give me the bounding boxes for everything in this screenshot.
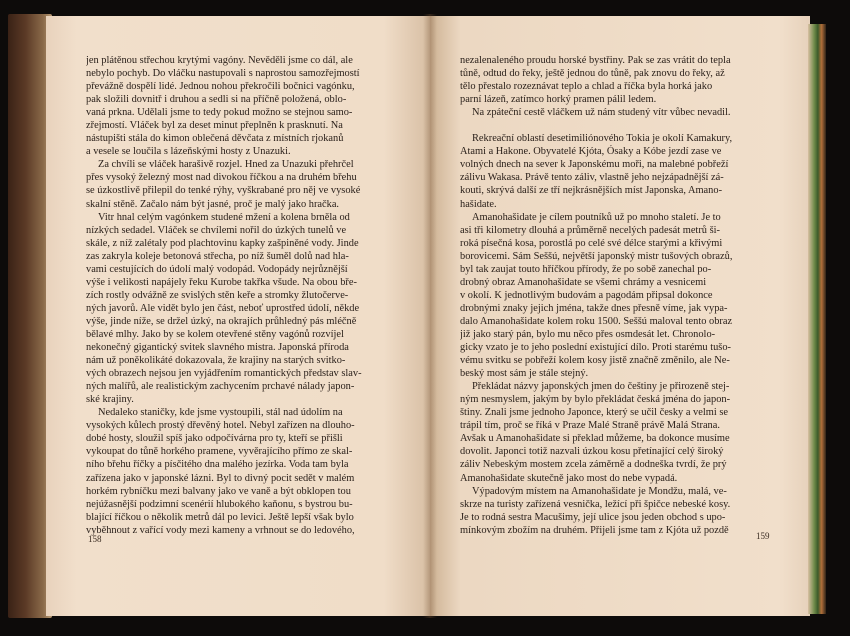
right-page-number: 159 xyxy=(756,531,770,541)
text-line: volných dnech na sever k Japonskému moři, na malebné pobřeží xyxy=(460,159,729,171)
left-page xyxy=(46,16,430,616)
text-line: již jako starý pán, bylo mu něco přes osmdesát let. Chronolo- xyxy=(460,328,716,340)
text-line: kouti, skrývá další ze tří nejkrásnějších míst Japonska, Amano- xyxy=(460,185,723,197)
text-line: Za chvíli se vláček harašivě rozjel. Hned za Unazuki přehrčel xyxy=(98,159,354,171)
text-line: Vitr hnal celým vagónkem studené mžení a kolena brněla od xyxy=(98,211,350,223)
text-line: dalo Amanohašidate kolem roku 1500. Seššú maloval tento obraz xyxy=(460,315,733,327)
text-line: skrze na turisty zařízená vesnička, ležící při špičce nebeské kosy. xyxy=(460,498,731,510)
text-line: dovolit. Japonci totiž nazvali úzkou kosu přetínající celý široký xyxy=(460,446,724,458)
text-line: Amanohašidate skutečně jako most do nebe vypadá. xyxy=(460,472,678,484)
text-line: nekonečný gigantický svitek slavného mistra. Japonská příroda xyxy=(86,342,349,354)
text-line: nízkých sedadel. Vláček se chvílemi nořil do úzkých tunelů ve xyxy=(86,224,347,236)
text-line: zálivu Wakasa. Právě tento záliv, vlastně jeho nejzápadnější zá- xyxy=(460,172,724,184)
text-line: výše, jinde níže, se držel úzký, na okrajích průhledný pás mléčně xyxy=(86,315,357,327)
text-line: dobé hosty, sloužil spíš jako odpočívárna pro ty, kteří se přišli xyxy=(86,433,343,445)
text-line: bělavé mlhy. Jako by se kolem otevřené stěny vagónů rozvíjel xyxy=(86,328,344,340)
text-line: zřejmostí. Vláček byl za deset minut přeplněn k prasknutí. Na xyxy=(86,120,343,132)
text-line: štiny. Znali jsme jednoho Japonce, který se učil česky a velmi se xyxy=(460,407,728,419)
text-line: vami cestujících do údolí malý vodopád. Vodopády nejrůznější xyxy=(86,263,348,275)
text-line: zas zakryla koleje betonová střecha, po níž šuměl dolů nad hla- xyxy=(86,250,349,262)
text-line: nástupišti stála do kimon oblečená děvčata z místních rjokanů xyxy=(86,133,344,145)
text-line: přes vysoký železný most nad divokou říčkou a na druhém břehu xyxy=(86,172,357,184)
text-line: trápil tím, proč se říká v Praze Malé Straně právě Malá Strana. xyxy=(460,420,720,432)
text-line: ního břehu říčky a písčitého dna malého jezírka. Voda tam byla xyxy=(86,459,349,471)
text-line: vykoupat do tůně horkého pramene, vyvěrajícího přímo ze skal- xyxy=(86,446,353,458)
text-line: záliv Nebeským mostem zcela záměrně a dodneška tvrdí, že prý xyxy=(460,459,727,471)
text-line: ným nesmyslem, jakým by bylo překládat česká jména do japon- xyxy=(460,394,731,406)
text-line: vaná prkna. Udělali jsme to tedy pokud možno se stejnou samo- xyxy=(86,107,353,119)
text-line: drobný obraz Amanohašidate se všemi chrámy a vesnicemi xyxy=(460,276,707,288)
book-gutter xyxy=(423,14,437,618)
text-line: ných malířů, ale realistickým zachycením prchavé nálady japon- xyxy=(86,381,355,393)
text-line: tělo přestalo rozeznávat teplo a chlad a říčka byla horká jako xyxy=(460,81,713,93)
text-line: nezalenaleného proudu horské bystřiny. Pak se zas vrátit do tepla xyxy=(460,55,731,66)
text-line: Je to rodná sestra Macušimy, její ulice jsou jeden obchod s upo- xyxy=(460,511,726,523)
text-line: skále, z níž zalétaly pod plachtovinu kapky zašpiněné vody. Jinde xyxy=(86,237,359,249)
text-line: zích rostly odvážně ze svislých stěn keře a stromky žlutočerve- xyxy=(86,289,349,301)
text-line: beský most sám je stále stejný. xyxy=(460,368,589,380)
left-page-number: 158 xyxy=(88,534,102,544)
text-line: Překládat názvy japonských jmen do češtiny je přirozeně stej- xyxy=(472,381,730,393)
text-line: ných javorů. Ale vidět bylo jen část, neboť uprostřed údolí, někde xyxy=(86,302,360,314)
text-line: v okolí. K jednotlivým budovám a pagodám připsal dokonce xyxy=(460,289,713,301)
text-line: vých obrazech nejsou jen vyjádřením romantických představ slav- xyxy=(86,368,362,380)
text-line: nejúžasnější podzimní scenérií hlubokého kaňonu, s bystrou bu- xyxy=(86,498,353,510)
text-line: drobnými znaky jejich jména, takže dnes přesně víme, jak vypa- xyxy=(460,302,728,314)
text-line: hašidate. xyxy=(460,198,497,210)
text-line: nebylo pochyb. Do vláčku nastupovali s naprostou samozřejmostí xyxy=(86,68,360,80)
text-line: Rekreační oblastí desetimiliónového Tokia je okolí Kamakury, xyxy=(472,133,733,145)
text-line: ské krajiny. xyxy=(86,394,134,406)
text-line: a vesele se loučila s lázeňskými hosty z Unazuki. xyxy=(86,146,291,158)
text-line: skalní stěně. Začalo nám být jasné, proč je malý jako hračka. xyxy=(86,198,340,210)
text-line: byl tak zaujat touto hříčkou přírody, že po sobě zanechal po- xyxy=(460,263,712,275)
text-line: zařízena jako v japonské lázni. Byl to divný pocit sedět v malém xyxy=(86,472,355,484)
text-line: mínkovým zbožím na druhém. Přijeli jsme tam z Kjóta už pozdě xyxy=(460,524,729,536)
text-line xyxy=(460,119,782,132)
right-page xyxy=(430,16,810,616)
text-line: pak složili dovnitř i druhou a sedli si na příčně položená, oblo- xyxy=(86,94,347,106)
text-line: borovicemi. Sám Seššú, největší japonský mistr tušových obrazů, xyxy=(460,250,733,262)
text-line: jen plátěnou střechou krytými vagóny. Nevěděli jsme co dál, ale xyxy=(86,55,353,66)
text-line: Na zpáteční cestě vláčkem už nám studený vítr vůbec nevadil. xyxy=(472,107,731,119)
text-line: vyběhnout z vařící vody mezi kameny a vrhnout se do ledového, xyxy=(86,524,355,536)
left-page-text xyxy=(86,54,408,537)
text-line: horkém rybníčku mezi balvany jako ve vaně a být obklopen tou xyxy=(86,485,351,497)
text-line: se úzkostlivě přilepil do tenké rýhy, vyškrabané pro něj ve vysoké xyxy=(86,185,361,197)
text-line: nám už poněkolikáté dokazovala, že krajiny na starých svitko- xyxy=(86,355,346,367)
text-line: výše i velikosti napájely řeku Kurobe takřka všude. Na obou bře- xyxy=(86,276,357,288)
book-edge-right xyxy=(808,24,826,614)
text-line: blající říčkou o několik metrů dál po levici. Ještě lepší však bylo xyxy=(86,511,354,523)
right-page-text xyxy=(460,54,782,537)
text-line: gicky vzato je to jeho poslední existující dílo. Proti starému tušo- xyxy=(460,342,731,354)
text-line: převážně dospělí lidé. Jednou nohou překročili bočnici vagónku, xyxy=(86,81,355,93)
text-line: tůně, odtud do řeky, ještě jednou do tůně, pak znovu do řeky, až xyxy=(460,68,725,80)
text-line: roká písečná kosa, porostlá po celé své délce starými a křivými xyxy=(460,237,723,249)
text-line: parní lázeň, zatímco horký pramen pálil ledem. xyxy=(460,94,657,106)
text-line: Amanohašidate je cílem poutníků už po mnoho staletí. Je to xyxy=(472,211,721,223)
text-line: Nedaleko staničky, kde jsme vystoupili, stál nad údolím na xyxy=(98,407,343,419)
text-line: vysokých kůlech prostý dřevěný hotel. Nebyl zařízen na dlouho- xyxy=(86,420,355,432)
text-line: asi tři kilometry dlouhá a průměrně necelých padesát metrů ši- xyxy=(460,224,720,236)
text-line: Avšak u Amanohašidate si překlad můžeme, ba dokonce musíme xyxy=(460,433,730,445)
text-line: Výpadovým místem na Amanohašidate je Mondžu, malá, ve- xyxy=(472,485,727,497)
text-line: Atami a Hakone. Obyvatelé Kjóta, Ósaky a Kóbe jezdí zase ve xyxy=(460,146,722,158)
text-line: vému svitku se pobřeží kolem kosy jistě značně změnilo, ale Ne- xyxy=(460,355,730,367)
